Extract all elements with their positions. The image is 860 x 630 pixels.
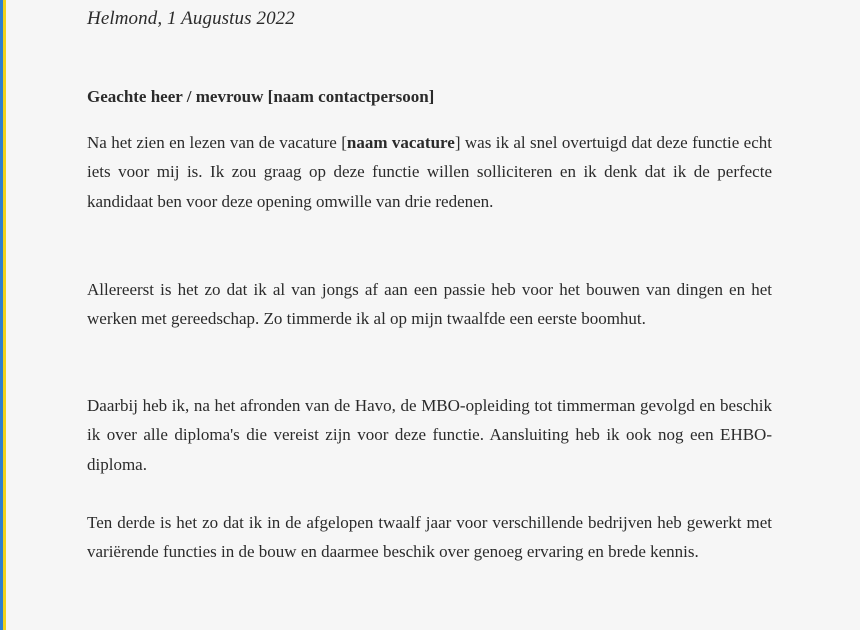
letter-paragraph-2: Allereerst is het zo dat ik al van jongs af aan een passie heb voor het bouwen van dingen en het werken met gereedschap. Zo timmerde ik al op mijn twaalfde een eerste boomhut. [87, 280, 772, 329]
edge-stripe-yellow [3, 0, 6, 630]
paragraph-1-text-end: ] was ik al snel overtuigd dat deze functie echt iets voor mij is. Ik zou graag op deze functie willen solliciteren en ik denk dat ik de perfecte kandidaat ben voor deze opening omwille van drie redenen. [87, 133, 772, 211]
letter-paragraph-4: Ten derde is het zo dat ik in de afgelopen twaalf jaar voor verschillende bedrijven heb gewerkt met variërende functies in de bouw en daarmee beschik over genoeg ervaring en brede kennis. [87, 513, 772, 562]
paragraph-1-text-start: Na het zien en lezen van de vacature [ [87, 133, 347, 152]
letter-paragraph-3: Daarbij heb ik, na het afronden van de Havo, de MBO-opleiding tot timmerman gevolgd en beschik ik over alle diploma's die vereist zijn voor deze functie. Aansluiting heb ik ook nog een EHBO-diploma. [87, 396, 772, 474]
letter-salutation: Geachte heer / mevrouw [naam contactpersoon] [87, 87, 435, 106]
letter-date-line: Helmond, 1 Augustus 2022 [87, 8, 295, 29]
document-edge-stripe [0, 0, 6, 630]
letter-paragraph-1 [87, 128, 772, 216]
vacancy-name-placeholder: naam vacature [346, 133, 455, 152]
